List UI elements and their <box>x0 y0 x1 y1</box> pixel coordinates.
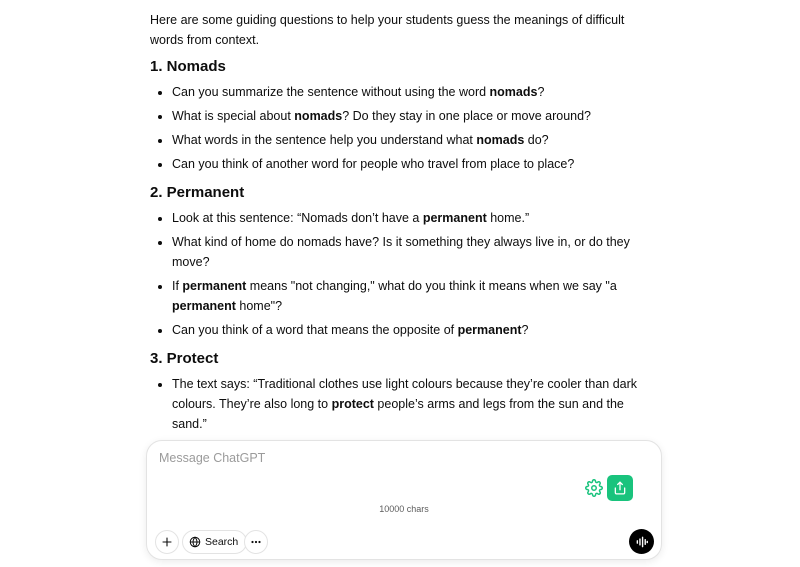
key-word: nomads <box>489 85 538 99</box>
question-text: What is special about <box>172 109 295 123</box>
question-text: Can you think of a word that means the opposite of <box>172 323 458 337</box>
question-text: Can you summarize the sentence without using the word <box>172 85 490 99</box>
question-item <box>172 232 650 272</box>
question-text: Can you think of another word for people who travel from place to place? <box>172 157 575 171</box>
search-label: Search <box>205 536 239 548</box>
share-icon <box>613 481 627 495</box>
section-heading: 1. Nomads <box>150 58 226 75</box>
question-text: Look at this sentence: “Nomads don’t have a <box>172 211 423 225</box>
question-item <box>172 154 650 174</box>
key-word: permanent <box>182 279 247 293</box>
question-item <box>172 82 650 102</box>
question-item <box>172 320 650 340</box>
section-heading: 2. Permanent <box>150 184 245 201</box>
more-options-button[interactable] <box>244 530 268 554</box>
question-item <box>172 106 650 126</box>
key-word: permanent <box>172 299 236 313</box>
question-text: home.” <box>486 211 530 225</box>
question-text: What kind of home do nomads have? Is it something they always live in, or do they move? <box>172 235 630 269</box>
question-text: The text says: “Traditional clothes use light colours because they’re cooler than dark colours. They’re also long to <box>172 377 638 411</box>
ellipsis-icon <box>250 536 262 548</box>
question-text: What words in the sentence help you understand what <box>172 133 477 147</box>
voice-mode-button[interactable] <box>629 529 654 554</box>
char-count: 10000 chars <box>379 504 429 514</box>
question-item <box>172 374 650 434</box>
question-list <box>150 208 650 340</box>
intro-text: Here are some guiding questions to help your students guess the meanings of difficult words from context. <box>150 13 625 47</box>
key-word: nomads <box>476 133 525 147</box>
question-text: ? <box>521 323 529 337</box>
plus-icon <box>161 536 173 548</box>
question-list <box>150 82 650 174</box>
message-composer <box>146 440 662 560</box>
question-text: ? Do they stay in one place or move around? <box>342 109 591 123</box>
key-word: permanent <box>422 211 487 225</box>
key-word: nomads <box>294 109 343 123</box>
key-word: permanent <box>457 323 522 337</box>
question-text: do? <box>524 133 549 147</box>
message-input[interactable] <box>157 449 581 483</box>
question-item <box>172 276 650 316</box>
assistant-message <box>150 10 650 466</box>
waveform-icon <box>635 535 649 549</box>
gear-icon <box>585 479 603 497</box>
search-button[interactable] <box>182 530 247 554</box>
key-word: protect <box>331 397 374 411</box>
attach-button[interactable] <box>155 530 179 554</box>
settings-button[interactable] <box>583 477 605 499</box>
question-text: home"? <box>235 299 283 313</box>
sections-container <box>150 56 650 458</box>
share-button[interactable] <box>607 475 633 501</box>
globe-icon <box>189 536 201 548</box>
question-text: means "not changing," what do you think it means when we say "a <box>246 279 617 293</box>
question-text: people’s arms and legs from the sun and the sand.” <box>172 397 624 431</box>
question-item <box>172 130 650 150</box>
section-heading: 3. Protect <box>150 350 219 367</box>
question-item <box>172 208 650 228</box>
question-text: ? <box>537 85 545 99</box>
question-text: If <box>172 279 183 293</box>
